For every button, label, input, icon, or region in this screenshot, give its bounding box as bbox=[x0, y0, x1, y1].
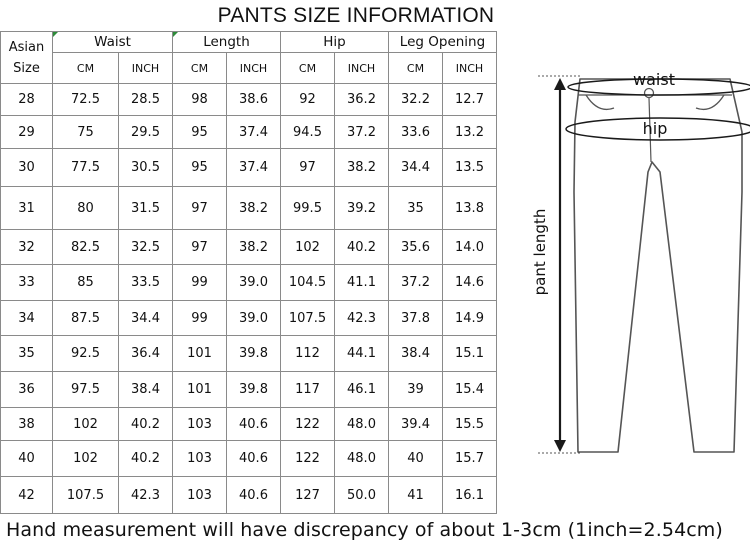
value-cell: 33.5 bbox=[119, 265, 173, 301]
value-cell: 42.3 bbox=[119, 477, 173, 514]
size-cell: 30 bbox=[1, 149, 53, 187]
value-cell: 107.5 bbox=[53, 477, 119, 514]
value-cell: 28.5 bbox=[119, 84, 173, 116]
size-cell: 32 bbox=[1, 230, 53, 265]
value-cell: 32.2 bbox=[389, 84, 443, 116]
asian-size-header-line1: Asian bbox=[8, 39, 45, 55]
value-cell: 48.0 bbox=[335, 441, 389, 477]
value-cell: 103 bbox=[173, 408, 227, 441]
value-cell: 40.6 bbox=[227, 441, 281, 477]
value-cell: 95 bbox=[173, 149, 227, 187]
value-cell: 102 bbox=[53, 408, 119, 441]
asian-size-header bbox=[1, 32, 53, 84]
value-cell: 82.5 bbox=[53, 230, 119, 265]
value-cell: 38.2 bbox=[335, 149, 389, 187]
value-cell: 32.5 bbox=[119, 230, 173, 265]
measurement-note: Hand measurement will have discrepancy of about 1-3cm (1inch=2.54cm) bbox=[6, 519, 723, 541]
value-cell: 14.9 bbox=[443, 301, 497, 336]
value-cell: 107.5 bbox=[281, 301, 335, 336]
header-hip-label: Hip bbox=[323, 34, 346, 50]
value-cell: 72.5 bbox=[53, 84, 119, 116]
header-waist bbox=[53, 32, 173, 53]
unit-header: INCH bbox=[443, 53, 497, 84]
value-cell: 97 bbox=[173, 187, 227, 230]
value-cell: 12.7 bbox=[443, 84, 497, 116]
size-cell: 42 bbox=[1, 477, 53, 514]
corner-marker bbox=[53, 32, 58, 37]
table-row bbox=[1, 301, 497, 336]
value-cell: 41 bbox=[389, 477, 443, 514]
unit-header: INCH bbox=[335, 53, 389, 84]
value-cell: 35.6 bbox=[389, 230, 443, 265]
value-cell: 94.5 bbox=[281, 116, 335, 149]
header-group-row bbox=[1, 32, 497, 53]
value-cell: 39 bbox=[389, 372, 443, 408]
value-cell: 34.4 bbox=[119, 301, 173, 336]
pants-diagram bbox=[510, 62, 750, 462]
value-cell: 31.5 bbox=[119, 187, 173, 230]
table-row bbox=[1, 372, 497, 408]
page-title: PANTS SIZE INFORMATION bbox=[217, 4, 495, 27]
value-cell: 38.4 bbox=[389, 336, 443, 372]
value-cell: 36.2 bbox=[335, 84, 389, 116]
table-row bbox=[1, 477, 497, 514]
value-cell: 14.6 bbox=[443, 265, 497, 301]
value-cell: 29.5 bbox=[119, 116, 173, 149]
size-cell: 29 bbox=[1, 116, 53, 149]
header-hip bbox=[281, 32, 389, 53]
value-cell: 13.8 bbox=[443, 187, 497, 230]
value-cell: 13.5 bbox=[443, 149, 497, 187]
value-cell: 38.4 bbox=[119, 372, 173, 408]
value-cell: 39.8 bbox=[227, 336, 281, 372]
value-cell: 36.4 bbox=[119, 336, 173, 372]
table-row bbox=[1, 408, 497, 441]
value-cell: 122 bbox=[281, 408, 335, 441]
value-cell: 38.2 bbox=[227, 230, 281, 265]
size-cell: 28 bbox=[1, 84, 53, 116]
table-row bbox=[1, 84, 497, 116]
value-cell: 13.2 bbox=[443, 116, 497, 149]
value-cell: 50.0 bbox=[335, 477, 389, 514]
header-unit-row bbox=[1, 53, 497, 84]
value-cell: 40.2 bbox=[119, 441, 173, 477]
value-cell: 95 bbox=[173, 116, 227, 149]
unit-header: CM bbox=[173, 53, 227, 84]
length-arrow-head-top bbox=[554, 78, 566, 90]
value-cell: 127 bbox=[281, 477, 335, 514]
size-table bbox=[0, 31, 497, 514]
value-cell: 122 bbox=[281, 441, 335, 477]
header-waist-label: Waist bbox=[94, 34, 131, 50]
value-cell: 99 bbox=[173, 301, 227, 336]
value-cell: 77.5 bbox=[53, 149, 119, 187]
value-cell: 97 bbox=[173, 230, 227, 265]
value-cell: 80 bbox=[53, 187, 119, 230]
value-cell: 104.5 bbox=[281, 265, 335, 301]
value-cell: 39.8 bbox=[227, 372, 281, 408]
size-cell: 36 bbox=[1, 372, 53, 408]
unit-header: CM bbox=[389, 53, 443, 84]
unit-header: INCH bbox=[119, 53, 173, 84]
value-cell: 41.1 bbox=[335, 265, 389, 301]
table-row bbox=[1, 230, 497, 265]
pant-length-label: pant length bbox=[531, 208, 549, 296]
value-cell: 97.5 bbox=[53, 372, 119, 408]
value-cell: 99 bbox=[173, 265, 227, 301]
length-arrow-head-bottom bbox=[554, 440, 566, 452]
value-cell: 30.5 bbox=[119, 149, 173, 187]
value-cell: 85 bbox=[53, 265, 119, 301]
header-leg-opening-label: Leg Opening bbox=[399, 34, 486, 50]
size-cell: 35 bbox=[1, 336, 53, 372]
value-cell: 15.1 bbox=[443, 336, 497, 372]
value-cell: 75 bbox=[53, 116, 119, 149]
table-row bbox=[1, 187, 497, 230]
value-cell: 15.5 bbox=[443, 408, 497, 441]
value-cell: 38.6 bbox=[227, 84, 281, 116]
value-cell: 92.5 bbox=[53, 336, 119, 372]
header-length bbox=[173, 32, 281, 53]
table-row bbox=[1, 116, 497, 149]
value-cell: 117 bbox=[281, 372, 335, 408]
unit-header: CM bbox=[53, 53, 119, 84]
value-cell: 103 bbox=[173, 477, 227, 514]
table-row bbox=[1, 336, 497, 372]
value-cell: 38.2 bbox=[227, 187, 281, 230]
size-cell: 38 bbox=[1, 408, 53, 441]
value-cell: 39.0 bbox=[227, 301, 281, 336]
table-row bbox=[1, 441, 497, 477]
value-cell: 40.2 bbox=[119, 408, 173, 441]
value-cell: 37.4 bbox=[227, 149, 281, 187]
value-cell: 34.4 bbox=[389, 149, 443, 187]
size-cell: 40 bbox=[1, 441, 53, 477]
header-length-label: Length bbox=[203, 34, 250, 50]
value-cell: 46.1 bbox=[335, 372, 389, 408]
size-cell: 31 bbox=[1, 187, 53, 230]
unit-header: INCH bbox=[227, 53, 281, 84]
header-leg-opening bbox=[389, 32, 497, 53]
value-cell: 39.4 bbox=[389, 408, 443, 441]
hip-label: hip bbox=[642, 119, 668, 138]
value-cell: 15.7 bbox=[443, 441, 497, 477]
size-cell: 34 bbox=[1, 301, 53, 336]
value-cell: 37.4 bbox=[227, 116, 281, 149]
value-cell: 40.6 bbox=[227, 477, 281, 514]
size-cell: 33 bbox=[1, 265, 53, 301]
value-cell: 92 bbox=[281, 84, 335, 116]
value-cell: 112 bbox=[281, 336, 335, 372]
value-cell: 48.0 bbox=[335, 408, 389, 441]
waist-label: waist bbox=[633, 70, 675, 89]
value-cell: 37.2 bbox=[335, 116, 389, 149]
value-cell: 102 bbox=[53, 441, 119, 477]
corner-marker bbox=[173, 32, 178, 37]
value-cell: 97 bbox=[281, 149, 335, 187]
size-table-body bbox=[1, 32, 497, 514]
unit-header: CM bbox=[281, 53, 335, 84]
value-cell: 40.6 bbox=[227, 408, 281, 441]
asian-size-header-line2: Size bbox=[13, 60, 40, 76]
value-cell: 44.1 bbox=[335, 336, 389, 372]
value-cell: 101 bbox=[173, 372, 227, 408]
value-cell: 39.2 bbox=[335, 187, 389, 230]
value-cell: 33.6 bbox=[389, 116, 443, 149]
table-row bbox=[1, 149, 497, 187]
table-row bbox=[1, 265, 497, 301]
value-cell: 40 bbox=[389, 441, 443, 477]
value-cell: 42.3 bbox=[335, 301, 389, 336]
value-cell: 99.5 bbox=[281, 187, 335, 230]
value-cell: 101 bbox=[173, 336, 227, 372]
value-cell: 16.1 bbox=[443, 477, 497, 514]
value-cell: 35 bbox=[389, 187, 443, 230]
value-cell: 103 bbox=[173, 441, 227, 477]
value-cell: 37.2 bbox=[389, 265, 443, 301]
value-cell: 98 bbox=[173, 84, 227, 116]
value-cell: 37.8 bbox=[389, 301, 443, 336]
value-cell: 15.4 bbox=[443, 372, 497, 408]
value-cell: 102 bbox=[281, 230, 335, 265]
value-cell: 87.5 bbox=[53, 301, 119, 336]
value-cell: 14.0 bbox=[443, 230, 497, 265]
value-cell: 39.0 bbox=[227, 265, 281, 301]
value-cell: 40.2 bbox=[335, 230, 389, 265]
waist-button-icon bbox=[645, 89, 654, 98]
